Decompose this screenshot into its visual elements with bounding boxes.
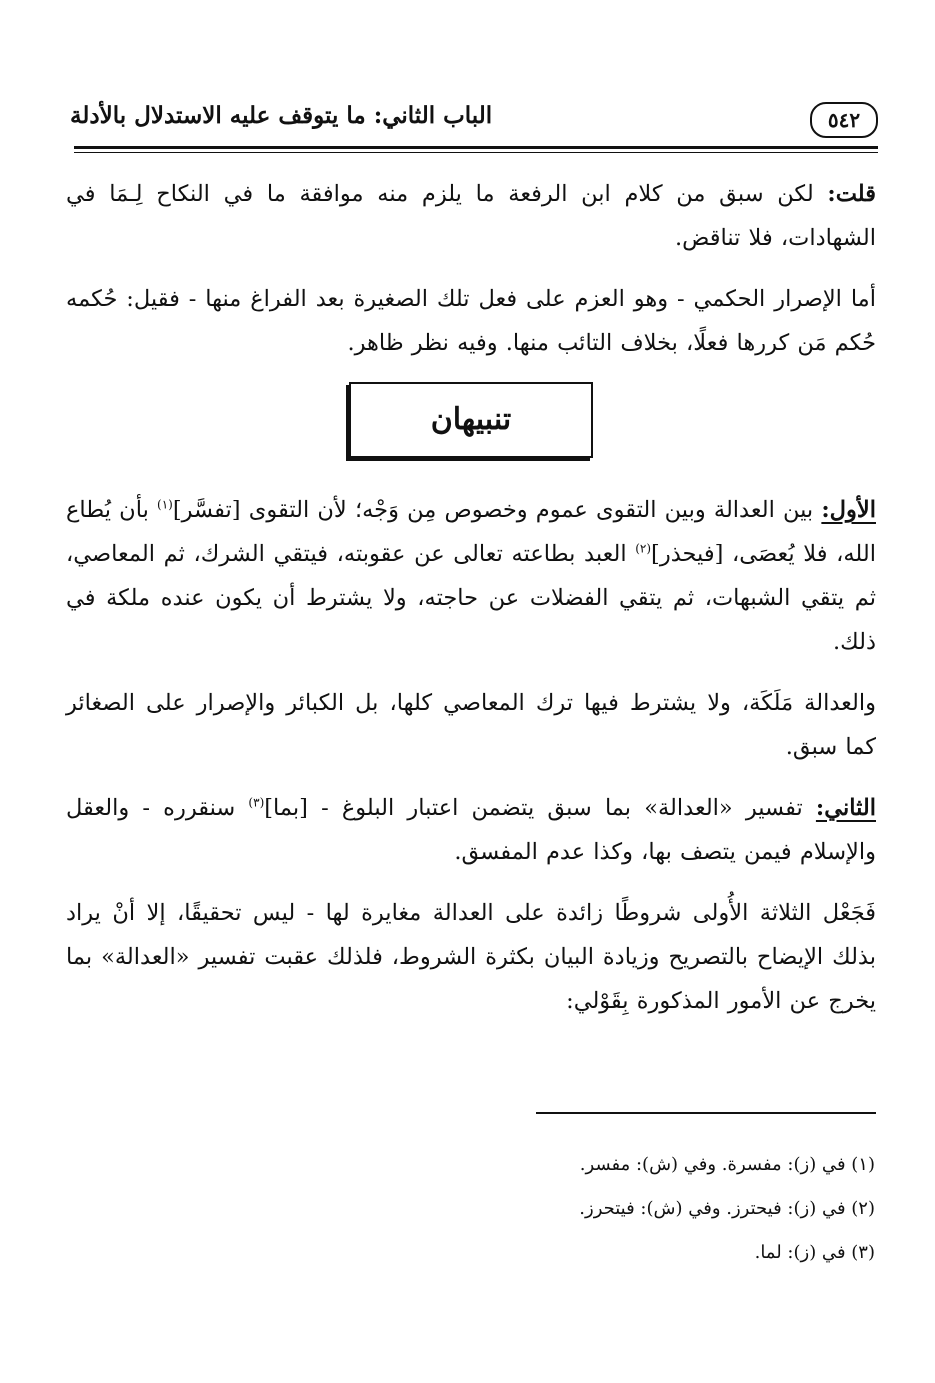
note-text: بين العدالة وبين التقوى عموم وخصوص مِن وَجْه؛ لأن التقوى [تفسَّر] (172, 497, 822, 523)
note-text: بأن يُطاع الله، فلا يُعصَى، [فيحذر] (66, 497, 876, 567)
footnote-item: (٢) في (ز): فيحترز. وفي (ش): فيتحرز. (579, 1198, 875, 1219)
footnote-item: (١) في (ز): مفسرة. وفي (ش): مفسر. (579, 1154, 875, 1175)
section-heading: تنبيهان (349, 382, 593, 458)
paragraph-note-second (66, 786, 876, 874)
page-number: ٥٤٢ (810, 102, 878, 138)
paragraph-text: لكن سبق من كلام ابن الرفعة ما يلزم منه موافقة ما في النكاح لِـمَا في الشهادات، فلا تناقض. (66, 181, 876, 251)
main-text (66, 172, 876, 1040)
note-label: الأول: (821, 497, 876, 523)
footnote-ref: (١) (157, 497, 173, 512)
paragraph-israr: أما الإصرار الحكمي - وهو العزم على فعل تلك الصغيرة بعد الفراغ منها - فقيل: حُكمه حُكم مَن كررها فعلًا، بخلاف التائب منها. وفيه نظر ظاهر. (66, 286, 876, 356)
note-label: الثاني: (815, 795, 876, 821)
paragraph-note-first (66, 488, 876, 664)
paragraph-adala: والعدالة مَلَكَة، ولا يشترط فيها ترك المعاصي كلها، بل الكبائر والإصرار على الصغائر كما سبق. (66, 690, 876, 760)
note-text: سنقرره - والعقل والإسلام فيمن يتصف بها، وكذا عدم المفسق. (66, 795, 876, 865)
footnote-rule (536, 1112, 876, 1114)
footnote-item: (٣) في (ز): لما. (754, 1242, 875, 1263)
running-title: الباب الثاني: ما يتوقف عليه الاستدلال بالأدلة (70, 102, 493, 129)
paragraph-label: قلت: (827, 181, 876, 207)
header-rule-thick (74, 146, 878, 149)
section-heading-wrap (66, 382, 876, 458)
footnote-ref: (٢) (635, 541, 652, 556)
note-text: تفسير «العدالة» بما سبق يتضمن اعتبار البلوغ - [بما] (264, 795, 816, 821)
header-rule-thin (74, 152, 878, 153)
footnote-ref: (٣) (248, 795, 265, 810)
note-text: العبد بطاعته تعالى عن عقوبته، فيتقي الشرك، ثم المعاصي، ثم يتقي الشبهات، ثم يتقي الفضلات عن حاجته، ولا يشترط أن يكون عنده ملكة في ذلك. (66, 541, 876, 655)
page-header (70, 98, 878, 148)
paragraph-conclusion: فَجَعْل الثلاثة الأُولى شروطًا زائدة على العدالة مغايرة لها - ليس تحقيقًا، إلا أنْ يراد بذلك الإيضاح بالتصريح وزيادة البيان بكثرة الشروط، فلذلك عقبت تفسير «العدالة» بما يخرج عن الأمور المذكورة بِقَوْلي: (66, 900, 876, 1014)
paragraph-qult (66, 172, 876, 260)
footnotes (115, 1143, 875, 1275)
